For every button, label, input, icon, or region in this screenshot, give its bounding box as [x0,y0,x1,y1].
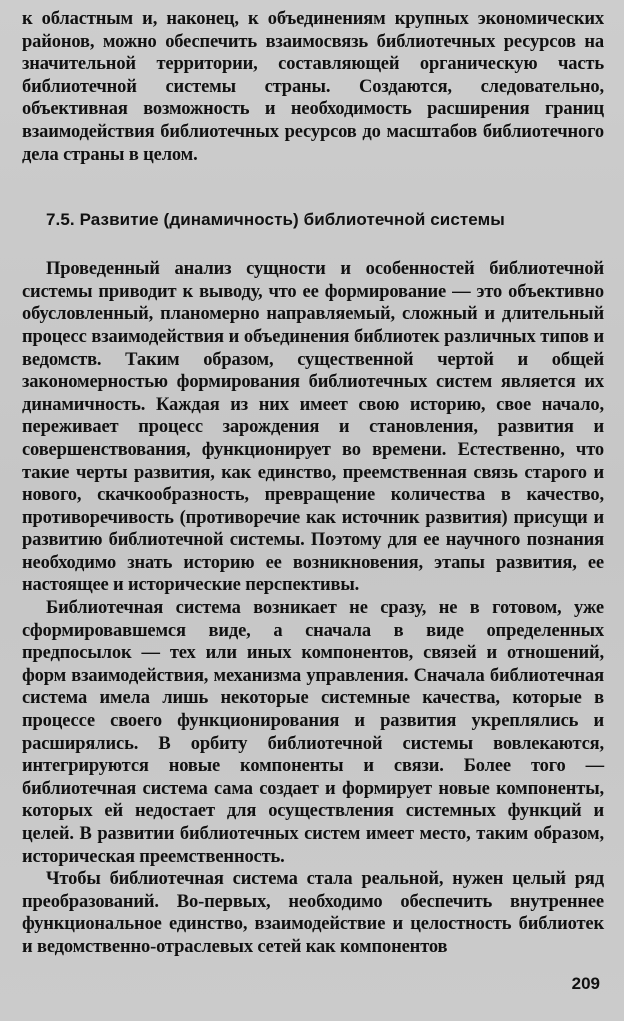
body-paragraph-3: Чтобы библиотечная система стала реальной, нужен целый ряд преобразований. Во-первых, необходимо обеспечить внутреннее функциональное единство, взаимодействие и целостность библиотек и ведомственно-отраслевых сетей как компонентов [22,869,604,957]
intro-paragraph: к областным и, наконец, к объединениям крупных экономических районов, можно обеспечить взаимосвязь библиотечных ресурсов на значительной территории, составляющей органическую часть библиотечной системы страны. Создаются, следовательно, объективная возможность и необходимость расширения границ взаимодействия библиотечных ресурсов до масштабов библиотечного дела страны в целом. [22,9,604,165]
body-paragraph-2: Библиотечная система возникает не сразу, не в готовом, уже сформировавшемся виде, а сначала в виде определенных предпосылок — тех или иных компонентов, связей и отношений, форм взаимодействия, механизма управления. Сначала библиотечная система имела лишь некоторые системные качества, которые в процессе своего функционирования и развития укреплялись и расширялись. В орбиту библиотечной системы вовлекаются, интегрируются новые компоненты и связи. Более того — библиотечная система сама создает и формирует новые компоненты, которых ей недостает для осуществления системных функций и целей. В развитии библиотечных систем имеет место, таким образом, историческая преемственность. [22,598,604,867]
section-heading: 7.5. Развитие (динамичность) библиотечной системы [46,210,505,230]
page-number: 209 [571,974,600,993]
body-paragraph-1: Проведенный анализ сущности и особенностей библиотечной системы приводит к выводу, что ее формирование — это объективно обусловленный, планомерно направляемый, сложный и длительный процесс взаимодействия и объединения библиотек различных типов и ведомств. Таким образом, существенной чертой и общей закономерностью формирования библиотечных систем является их динамичность. Каждая из них имеет свою историю, свое начало, переживает процесс зарождения и становления, развития и совершенствования, функционирует во времени. Естественно, что такие черты развития, как единство, преемственная связь старого и нового, скачкообразность, превращение количества в качество, противоречивость (противоречие как источник развития) присущи и развитию библиотечной системы. Поэтому для ее научного познания необходимо знать историю ее возникновения, этапы развития, ее настоящее и исторические перспективы. [22,259,604,596]
